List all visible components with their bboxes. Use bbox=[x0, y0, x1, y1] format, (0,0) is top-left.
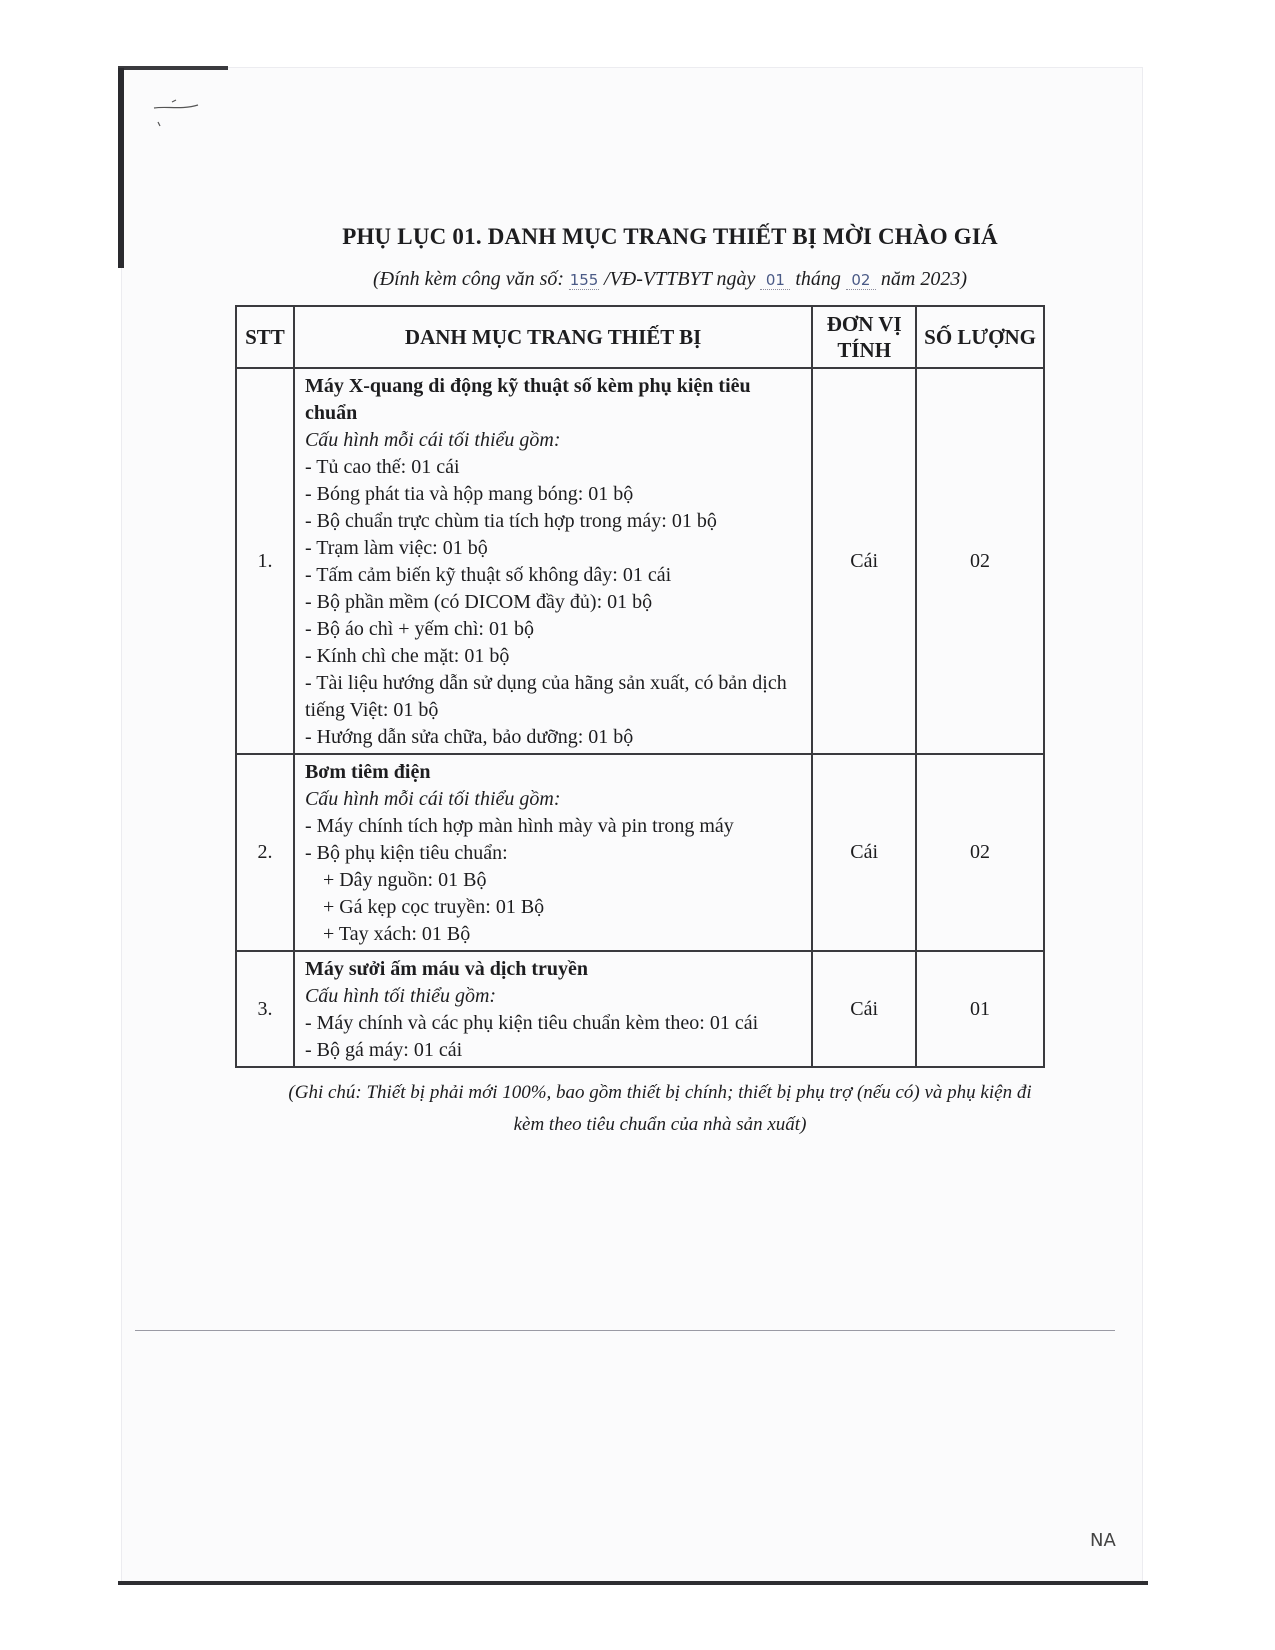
config-line: - Bộ phần mềm (có DICOM đầy đủ): 01 bộ bbox=[304, 591, 653, 613]
subtitle-month-label: tháng bbox=[795, 268, 841, 290]
row-description bbox=[294, 951, 812, 1067]
footnote: (Ghi chú: Thiết bị phải mới 100%, bao gồm thiết bị chính; thiết bị phụ trợ (nếu có) và phụ kiện đi kèm theo tiêu chuẩn của nhà sản xuất) bbox=[288, 1082, 1032, 1135]
config-line: - Bộ chuẩn trực chùm tia tích hợp trong máy: 01 bộ bbox=[304, 510, 717, 532]
config-line: - Tủ cao thế: 01 cái bbox=[304, 456, 460, 478]
config-heading: Cấu hình mỗi cái tối thiểu gồm: bbox=[304, 788, 561, 810]
config-sub-line: + Dây nguồn: 01 Bộ bbox=[322, 869, 487, 891]
header-unit: ĐƠN VỊ TÍNH bbox=[812, 306, 916, 368]
row-stt: 2. bbox=[236, 754, 294, 951]
pen-mark bbox=[152, 96, 212, 136]
subtitle-prefix: (Đính kèm công văn số: bbox=[372, 268, 565, 290]
table-row bbox=[236, 754, 1044, 951]
config-line: - Hướng dẫn sửa chữa, bảo dưỡng: 01 bộ bbox=[304, 726, 634, 748]
row-stt: 3. bbox=[236, 951, 294, 1067]
config-sub-line: + Gá kẹp cọc truyền: 01 Bộ bbox=[322, 896, 545, 918]
row-qty: 02 bbox=[916, 754, 1044, 951]
scan-edge-left bbox=[118, 68, 124, 268]
config-line: - Bộ áo chì + yếm chì: 01 bộ bbox=[304, 618, 534, 640]
config-line: - Máy chính và các phụ kiện tiêu chuẩn kèm theo: 01 cái bbox=[304, 1012, 759, 1034]
horizontal-rule bbox=[135, 1330, 1115, 1331]
item-name: Máy X-quang di động kỹ thuật số kèm phụ kiện tiêu chuẩn bbox=[304, 375, 751, 424]
subtitle-suffix: năm 2023) bbox=[880, 268, 968, 290]
row-unit: Cái bbox=[812, 951, 916, 1067]
config-line: - Tấm cảm biến kỹ thuật số không dây: 01 cái bbox=[304, 564, 672, 586]
document-subtitle bbox=[240, 268, 1100, 291]
config-heading: Cấu hình tối thiểu gồm: bbox=[304, 985, 497, 1007]
header-stt: STT bbox=[236, 306, 294, 368]
equipment-table bbox=[235, 305, 1045, 1068]
document-title: PHỤ LỤC 01. DANH MỤC TRANG THIẾT BỊ MỜI CHÀO GIÁ bbox=[342, 224, 998, 249]
row-unit: Cái bbox=[812, 754, 916, 951]
row-stt: 1. bbox=[236, 368, 294, 754]
row-description bbox=[294, 368, 812, 754]
config-line: - Trạm làm việc: 01 bộ bbox=[304, 537, 488, 559]
handwritten-day: 01 bbox=[760, 271, 790, 290]
config-line: - Máy chính tích hợp màn hình mày và pin trong máy bbox=[304, 815, 734, 837]
config-line: - Bộ gá máy: 01 cái bbox=[304, 1039, 463, 1061]
row-qty: 02 bbox=[916, 368, 1044, 754]
header-item: DANH MỤC TRANG THIẾT BỊ bbox=[294, 306, 812, 368]
config-heading: Cấu hình mỗi cái tối thiểu gồm: bbox=[304, 429, 561, 451]
config-line: - Bóng phát tia và hộp mang bóng: 01 bộ bbox=[304, 483, 634, 505]
config-line: - Kính chì che mặt: 01 bộ bbox=[304, 645, 510, 667]
config-sub-line: + Tay xách: 01 Bộ bbox=[322, 923, 471, 945]
row-description bbox=[294, 754, 812, 951]
handwritten-doc-number: 155 bbox=[569, 271, 599, 289]
scan-edge-top bbox=[118, 66, 228, 70]
table-row bbox=[236, 368, 1044, 754]
table-row bbox=[236, 951, 1044, 1067]
scan-edge-bottom bbox=[118, 1581, 1148, 1585]
item-name: Máy sưởi ấm máu và dịch truyền bbox=[304, 958, 589, 980]
item-name: Bơm tiêm điện bbox=[304, 761, 431, 783]
config-line: - Bộ phụ kiện tiêu chuẩn: bbox=[304, 842, 508, 864]
handwritten-initials: NA bbox=[1090, 1530, 1116, 1551]
subtitle-middle: /VĐ-VTTBYT ngày bbox=[604, 268, 756, 290]
row-unit: Cái bbox=[812, 368, 916, 754]
table-header-row bbox=[236, 306, 1044, 368]
header-qty: SỐ LƯỢNG bbox=[916, 306, 1044, 368]
handwritten-month: 02 bbox=[846, 271, 876, 290]
row-qty: 01 bbox=[916, 951, 1044, 1067]
config-line: - Tài liệu hướng dẫn sử dụng của hãng sản xuất, có bản dịch tiếng Việt: 01 bộ bbox=[304, 672, 787, 721]
